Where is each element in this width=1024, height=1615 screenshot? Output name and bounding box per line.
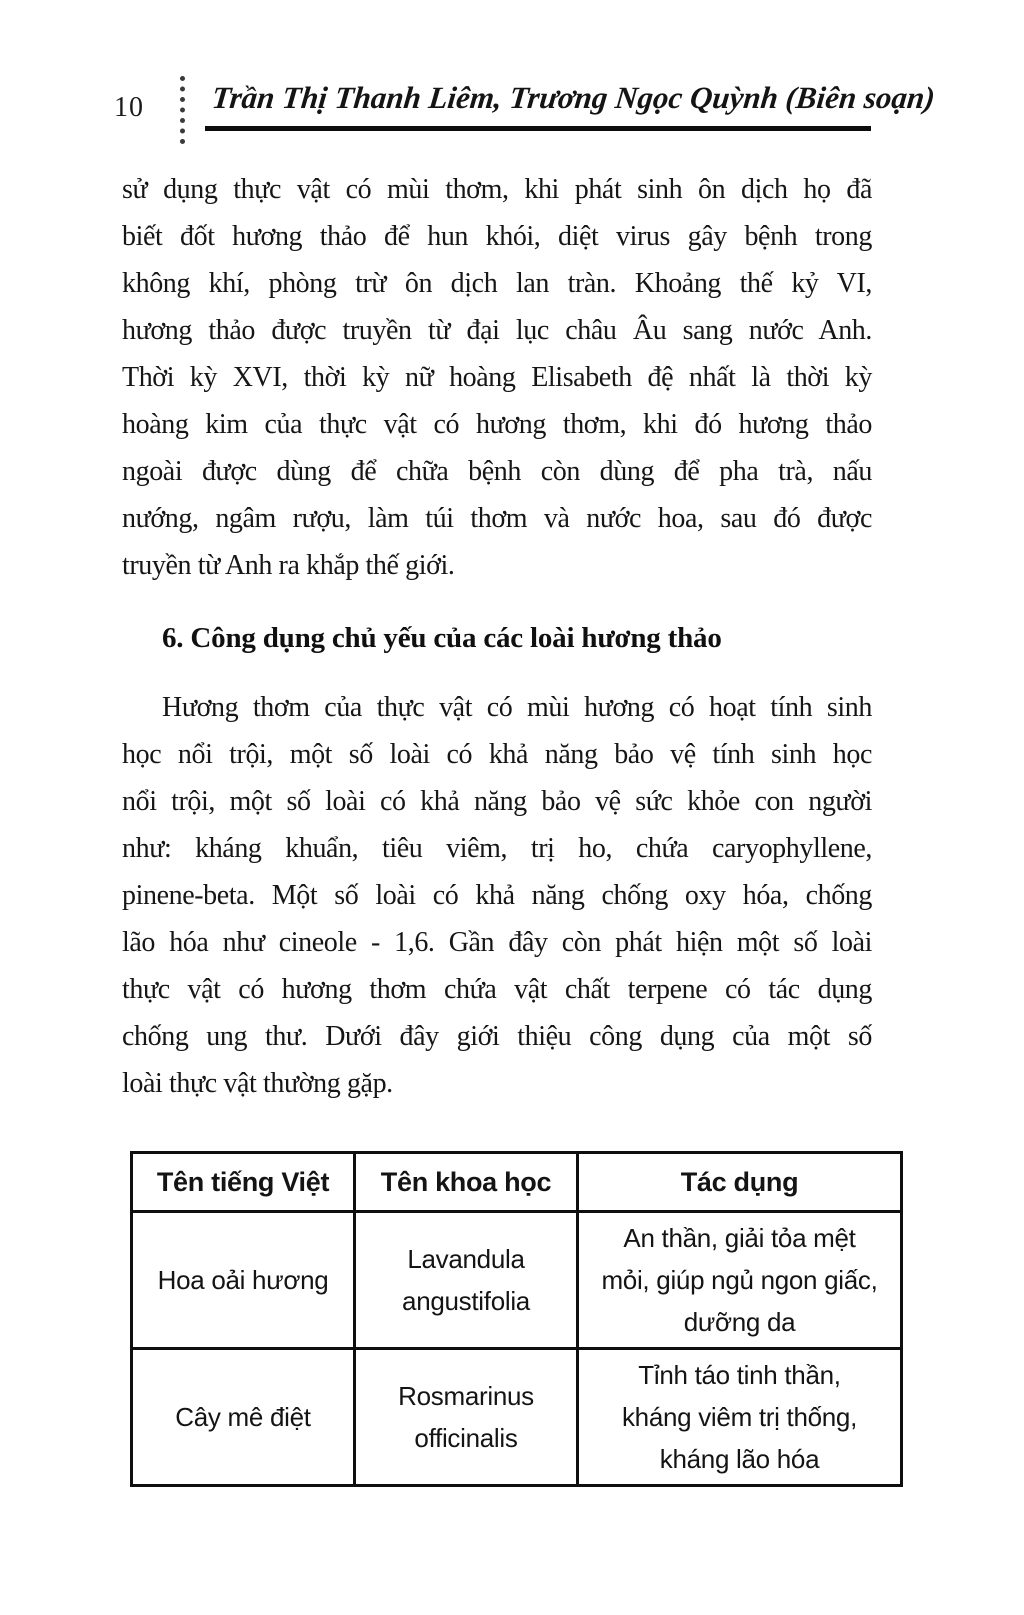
cell-effect bbox=[578, 1212, 902, 1349]
cell-line: mỏi, giúp ngủ ngon giấc, bbox=[601, 1265, 878, 1295]
cell-line: officinalis bbox=[414, 1423, 518, 1453]
cell-line: Rosmarinus bbox=[398, 1381, 534, 1411]
text-line: truyền từ Anh ra khắp thế giới. bbox=[122, 550, 455, 581]
text-line: Hương thơm của thực vật có mùi hương có hoạt tính sinh bbox=[162, 692, 872, 723]
section-heading: 6. Công dụng chủ yếu của các loài hương thảo bbox=[162, 622, 722, 654]
cell-vietnamese-name: Hoa oải hương bbox=[132, 1212, 355, 1349]
table-row bbox=[132, 1212, 902, 1349]
herb-uses-table bbox=[130, 1151, 903, 1487]
chain-ornament-icon bbox=[180, 76, 185, 144]
text-line: Thời kỳ XVI, thời kỳ nữ hoàng Elisabeth đệ nhất là thời kỳ bbox=[122, 362, 872, 393]
text-line: hương thảo được truyền từ đại lục châu Âu sang nước Anh. bbox=[122, 315, 872, 346]
page-number: 10 bbox=[114, 92, 144, 123]
cell-line: kháng lão hóa bbox=[659, 1444, 820, 1474]
text-line: lão hóa như cineole - 1,6. Gần đây còn phát hiện một số loài bbox=[122, 927, 872, 958]
header-rule-divider bbox=[205, 126, 871, 131]
table-header-row bbox=[132, 1153, 902, 1212]
cell-vietnamese-name: Cây mê điệt bbox=[132, 1349, 355, 1486]
cell-scientific-name bbox=[355, 1349, 578, 1486]
text-line: học nổi trội, một số loài có khả năng bảo vệ tính sinh học bbox=[122, 739, 872, 770]
table-row bbox=[132, 1349, 902, 1486]
text-line: như: kháng khuẩn, tiêu viêm, trị ho, chứa caryophyllene, bbox=[122, 833, 872, 864]
text-line: ngoài được dùng để chữa bệnh còn dùng để pha trà, nấu bbox=[122, 456, 872, 487]
text-line: thực vật có hương thơm chứa vật chất terpene có tác dụng bbox=[122, 974, 872, 1005]
text-line: sử dụng thực vật có mùi thơm, khi phát sinh ôn dịch họ đã bbox=[122, 174, 872, 205]
text-line: pinene-beta. Một số loài có khả năng chống oxy hóa, chống bbox=[122, 880, 872, 911]
text-line: nướng, ngâm rượu, làm túi thơm và nước hoa, sau đó được bbox=[122, 503, 872, 534]
text-line: nổi trội, một số loài có khả năng bảo vệ sức khỏe con người bbox=[122, 786, 872, 817]
cell-scientific-name bbox=[355, 1212, 578, 1349]
text-line: biết đốt hương thảo để hun khói, diệt virus gây bệnh trong bbox=[122, 221, 872, 252]
body-text bbox=[122, 166, 878, 1487]
text-line: không khí, phòng trừ ôn dịch lan tràn. Khoảng thế kỷ VI, bbox=[122, 268, 872, 299]
cell-line: Tỉnh táo tinh thần, bbox=[638, 1360, 841, 1390]
text-line: chống ung thư. Dưới đây giới thiệu công dụng của một số bbox=[122, 1021, 872, 1052]
cell-line: Lavandula bbox=[407, 1244, 525, 1274]
column-header-scientific-name: Tên khoa học bbox=[355, 1153, 578, 1212]
column-header-effect: Tác dụng bbox=[578, 1153, 902, 1212]
cell-line: angustifolia bbox=[402, 1286, 530, 1316]
text-line: loài thực vật thường gặp. bbox=[122, 1068, 393, 1099]
running-header-authors: Trần Thị Thanh Liêm, Trương Ngọc Quỳnh (Biên soạn) bbox=[210, 80, 937, 115]
cell-line: dưỡng da bbox=[683, 1307, 796, 1337]
text-line: hoàng kim của thực vật có hương thơm, khi đó hương thảo bbox=[122, 409, 872, 440]
cell-effect bbox=[578, 1349, 902, 1486]
column-header-vietnamese-name: Tên tiếng Việt bbox=[132, 1153, 355, 1212]
cell-line: An thần, giải tỏa mệt bbox=[623, 1223, 856, 1253]
cell-line: kháng viêm trị thống, bbox=[621, 1402, 858, 1432]
